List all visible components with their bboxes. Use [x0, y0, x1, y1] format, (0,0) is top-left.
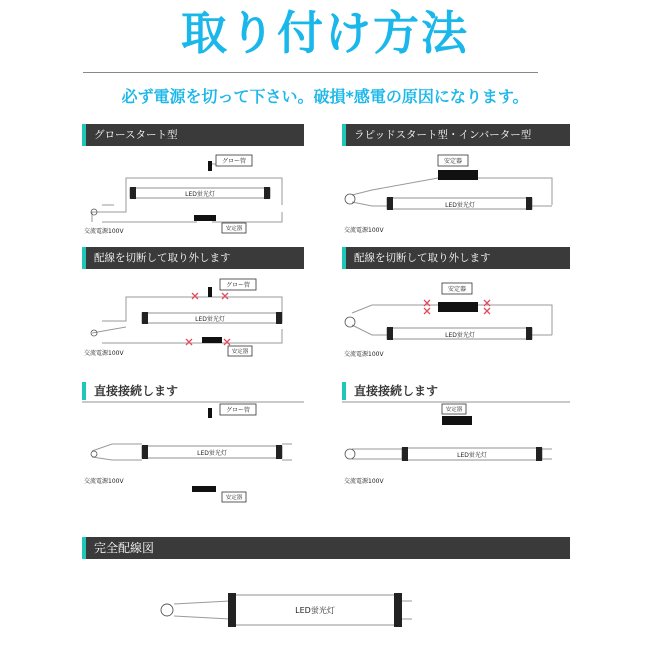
- ac-source-icon: [345, 194, 355, 204]
- led-tube-label: LED蛍光灯: [445, 202, 475, 209]
- ballast-label: 安定器: [225, 495, 243, 501]
- ballast: [192, 486, 216, 492]
- warning-text: 必ず電源を切って下さい。破損*感電の原因になります。: [121, 87, 529, 106]
- glow-tube: [208, 287, 212, 297]
- power-label: 交流電源100V: [84, 478, 124, 485]
- diagram-glow-start: [82, 150, 304, 240]
- section-glow-start-header: [82, 124, 304, 146]
- power-label: 交流電源100V: [84, 350, 124, 357]
- diagram-rapid-start: [342, 150, 570, 240]
- power-label: 交流電源100V: [84, 228, 124, 235]
- diagram-complete: [150, 585, 430, 635]
- ac-source-icon: [345, 317, 355, 327]
- ac-source-icon: [91, 451, 97, 457]
- led-tube-label: LED蛍光灯: [457, 452, 487, 459]
- ballast-label: 安定器: [445, 407, 463, 413]
- ballast-label: 安定器: [225, 226, 243, 232]
- ballast: [438, 170, 478, 180]
- ballast: [194, 215, 216, 221]
- diagram-direct-left: [82, 404, 304, 504]
- ballast: [202, 337, 222, 343]
- glow-tube-label: グロー管: [225, 407, 251, 414]
- section-cut-right-header: [342, 247, 570, 269]
- page-title: 取り付け方法: [181, 6, 469, 60]
- diagram-cut-right: [342, 275, 570, 365]
- ac-source-icon: [161, 604, 173, 616]
- section-direct-right-rule: [342, 401, 570, 403]
- power-label: 交流電源100V: [344, 227, 384, 234]
- section-direct-left-header: [82, 381, 178, 401]
- glow-tube-label: グロー管: [221, 158, 247, 165]
- section-direct-right-title: 直接接続します: [354, 384, 439, 398]
- led-tube-label: LED蛍光灯: [195, 316, 225, 323]
- glow-tube: [208, 408, 212, 418]
- section-rapid-start-header: [342, 124, 570, 146]
- glow-tube: [208, 161, 212, 171]
- power-label: 交流電源100V: [344, 478, 384, 485]
- ballast: [438, 302, 478, 312]
- section-cut-right-title: 配線を切断して取り外します: [354, 252, 491, 264]
- section-direct-left-rule: [82, 401, 304, 403]
- section-complete-header: [82, 537, 570, 559]
- section-glow-start-title: グロースタート型: [94, 129, 178, 141]
- section-cut-left-title: 配線を切断して取り外します: [94, 252, 231, 264]
- led-tube-label: LED蛍光灯: [445, 332, 475, 339]
- section-direct-left-title: 直接接続します: [94, 384, 179, 398]
- led-tube-label: LED蛍光灯: [197, 450, 227, 457]
- glow-tube-label: グロー管: [225, 282, 251, 289]
- section-rapid-start-title: ラピッドスタート型・インバーター型: [354, 129, 532, 141]
- diagram-cut-left: [82, 275, 304, 365]
- diagram-direct-right: [342, 404, 570, 494]
- led-tube-label: LED蛍光灯: [295, 606, 335, 615]
- section-complete-title: 完全配線図: [94, 541, 155, 555]
- ballast-label: 安定器: [447, 286, 467, 293]
- power-label: 交流電源100V: [344, 351, 384, 358]
- ac-source-icon: [345, 449, 355, 459]
- title-divider: [83, 72, 538, 73]
- ballast: [442, 416, 472, 425]
- ballast-label: 安定器: [443, 158, 463, 165]
- section-cut-left-header: [82, 247, 304, 269]
- section-direct-right-header: [342, 381, 438, 401]
- led-tube-label: LED蛍光灯: [185, 191, 215, 198]
- ballast-label: 安定器: [231, 349, 249, 355]
